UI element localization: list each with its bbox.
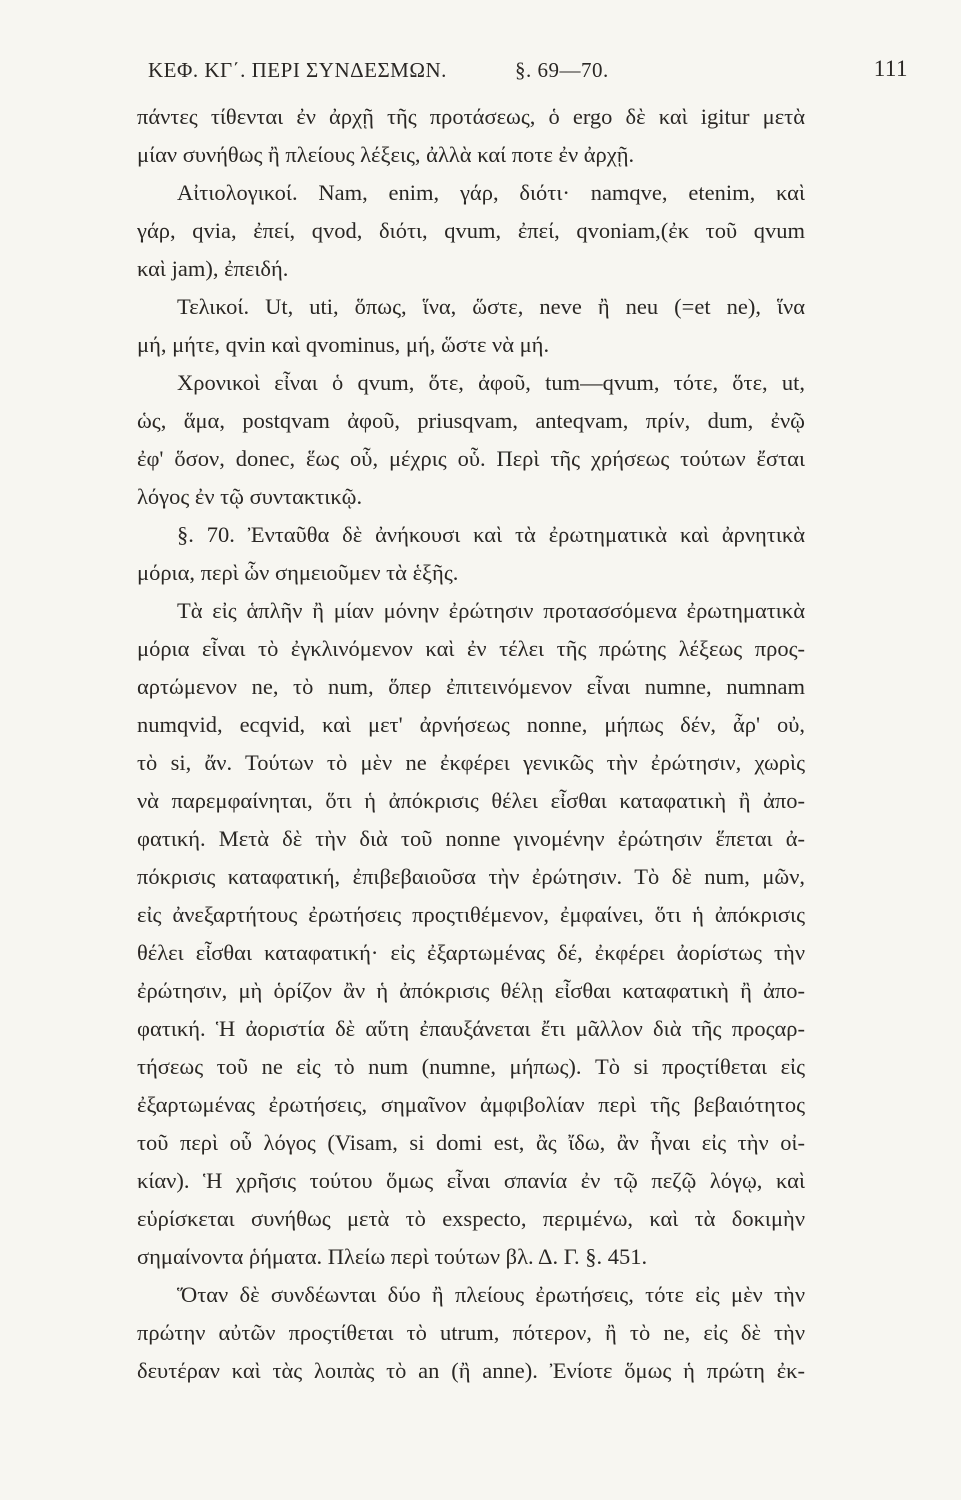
text-line: Χρονικοὶ εἶναι ὁ qvum, ὅτε, ἀφοῦ, tum—qvum, τότε, ὅτε, ut, (177, 370, 805, 395)
text-line: ἐξαρτωμένας ἐρωτήσεις, σημαῖνον ἀμφιβολίαν περὶ τῆς βεβαιότητος (137, 1092, 805, 1117)
text-line: μίαν συνήθως ἢ πλείους λέξεις, ἀλλὰ καί ποτε ἐν ἀρχῇ. (137, 142, 635, 167)
text-line: θέλει εἶσθαι καταφατική· εἰς ἐξαρτωμένας δέ, ἐκφέρει ἀορίστως τὴν (137, 940, 805, 965)
chapter-title: ΚΕΦ. ΚΓ΄. ΠΕΡΙ ΣΥΝΔΕΣΜΩΝ. (148, 58, 447, 82)
text-line: Αἰτιολογικοί. Nam, enim, γάρ, διότι· namqve, etenim, καὶ (177, 180, 805, 205)
text-line: τήσεως τοῦ ne εἰς τὸ num (numne, μήπως). Τὸ si προςτίθεται εἰς (137, 1054, 805, 1079)
text-line: πόκρισις καταφατική, ἐπιβεβαιοῦσα τὴν ἐρώτησιν. Τὸ δὲ num, μῶν, (137, 864, 805, 889)
page-number: 111 (873, 56, 908, 81)
body-text (137, 98, 805, 1390)
text-line: Ὅταν δὲ συνδέωνται δύο ἢ πλείους ἐρωτήσεις, τότε εἰς μὲν τὴν (177, 1282, 805, 1307)
text-line: φατική. Ἡ ἀοριστία δὲ αὕτη ἐπαυξάνεται ἔτι μᾶλλον διὰ τῆς προςαρ- (137, 1016, 805, 1041)
text-line: πρώτην αὐτῶν προςτίθεται τὸ utrum, πότερον, ἢ τὸ ne, εἰς δὲ τὴν (137, 1320, 805, 1345)
text-line: φατική. Μετὰ δὲ τὴν διὰ τοῦ nonne γινομένην ἐρώτησιν ἕπεται ἀ- (137, 826, 805, 851)
text-line: ἐρώτησιν, μὴ ὁρίζον ἂν ἡ ἀπόκρισις θέλῃ εἶσθαι καταφατικὴ ἢ ἀπο- (137, 978, 805, 1003)
text-line: μόρια εἶναι τὸ ἐγκλινόμενον καὶ ἐν τέλει τῆς πρώτης λέξεως προς- (137, 636, 805, 661)
text-line: σημαίνοντα ῥήματα. Πλείω περὶ τούτων βλ. Δ. Γ. §. 451. (137, 1244, 648, 1269)
text-line: δευτέραν καὶ τὰς λοιπὰς τὸ an (ἢ anne). Ἐνίοτε ὅμως ἡ πρώτη ἐκ- (137, 1358, 805, 1383)
text-line: λόγος ἐν τῷ συντακτικῷ. (137, 484, 363, 509)
text-line: κίαν). Ἡ χρῆσις τούτου ὅμως εἶναι σπανία ἐν τῷ πεζῷ λόγῳ, καὶ (137, 1168, 805, 1193)
text-line: Τελικοί. Ut, uti, ὅπως, ἵνα, ὥστε, neve ἢ neu (=et ne), ἵνα (177, 294, 805, 319)
section-range: §. 69—70. (515, 58, 609, 82)
text-line: νὰ παρεμφαίνηται, ὅτι ἡ ἀπόκρισις θέλει εἶσθαι καταφατικὴ ἢ ἀπο- (137, 788, 805, 813)
text-line: ὡς, ἅμα, postqvam ἀφοῦ, priusqvam, anteqvam, πρίν, dum, ἐνῷ (137, 408, 805, 433)
text-line: εἰς ἀνεξαρτήτους ἐρωτήσεις προςτιθέμενον, ἐμφαίνει, ὅτι ἡ ἀπόκρισις (137, 902, 805, 927)
text-line: εὑρίσκεται συνήθως μετὰ τὸ exspecto, περιμένω, καὶ τὰ δοκιμὴν (137, 1206, 805, 1231)
text-line: ἐφ' ὅσον, donec, ἕως οὗ, μέχρις οὗ. Περὶ τῆς χρήσεως τούτων ἔσται (137, 446, 805, 471)
text-line: καὶ jam), ἐπειδή. (137, 256, 289, 281)
text-line: μή, μήτε, qvin καὶ qvominus, μή, ὥστε νὰ μή. (137, 332, 550, 357)
text-line: γάρ, qvia, ἐπεί, qvod, διότι, qvum, ἐπεί, qvoniam,(ἐκ τοῦ qvum (137, 218, 805, 243)
text-line: μόρια, περὶ ὧν σημειοῦμεν τὰ ἑξῆς. (137, 560, 459, 585)
text-line: αρτώμενον ne, τὸ num, ὅπερ ἐπιτεινόμενον εἶναι numne, numnam (137, 674, 805, 699)
text-line: Τὰ εἰς ἁπλῆν ἢ μίαν μόνην ἐρώτησιν προτασσόμενα ἐρωτηματικὰ (177, 598, 805, 623)
text-line: numqvid, ecqvid, καὶ μετ' ἀρνήσεως nonne, μήπως δέν, ἆρ' οὐ, (137, 712, 805, 737)
text-line: τοῦ περὶ οὗ λόγος (Visam, si domi est, ἂς ἴδω, ἂν ἦναι εἰς τὴν οἰ- (137, 1130, 805, 1155)
text-line: τὸ si, ἄν. Τούτων τὸ μὲν ne ἐκφέρει γενικῶς τὴν ἐρώτησιν, χωρὶς (137, 750, 805, 775)
text-line: πάντες τίθενται ἐν ἀρχῇ τῆς προτάσεως, ὁ ergo δὲ καὶ igitur μετὰ (137, 104, 805, 129)
text-line: §. 70. Ἐνταῦθα δὲ ἀνήκουσι καὶ τὰ ἐρωτηματικὰ καὶ ἀρνητικὰ (177, 522, 805, 547)
